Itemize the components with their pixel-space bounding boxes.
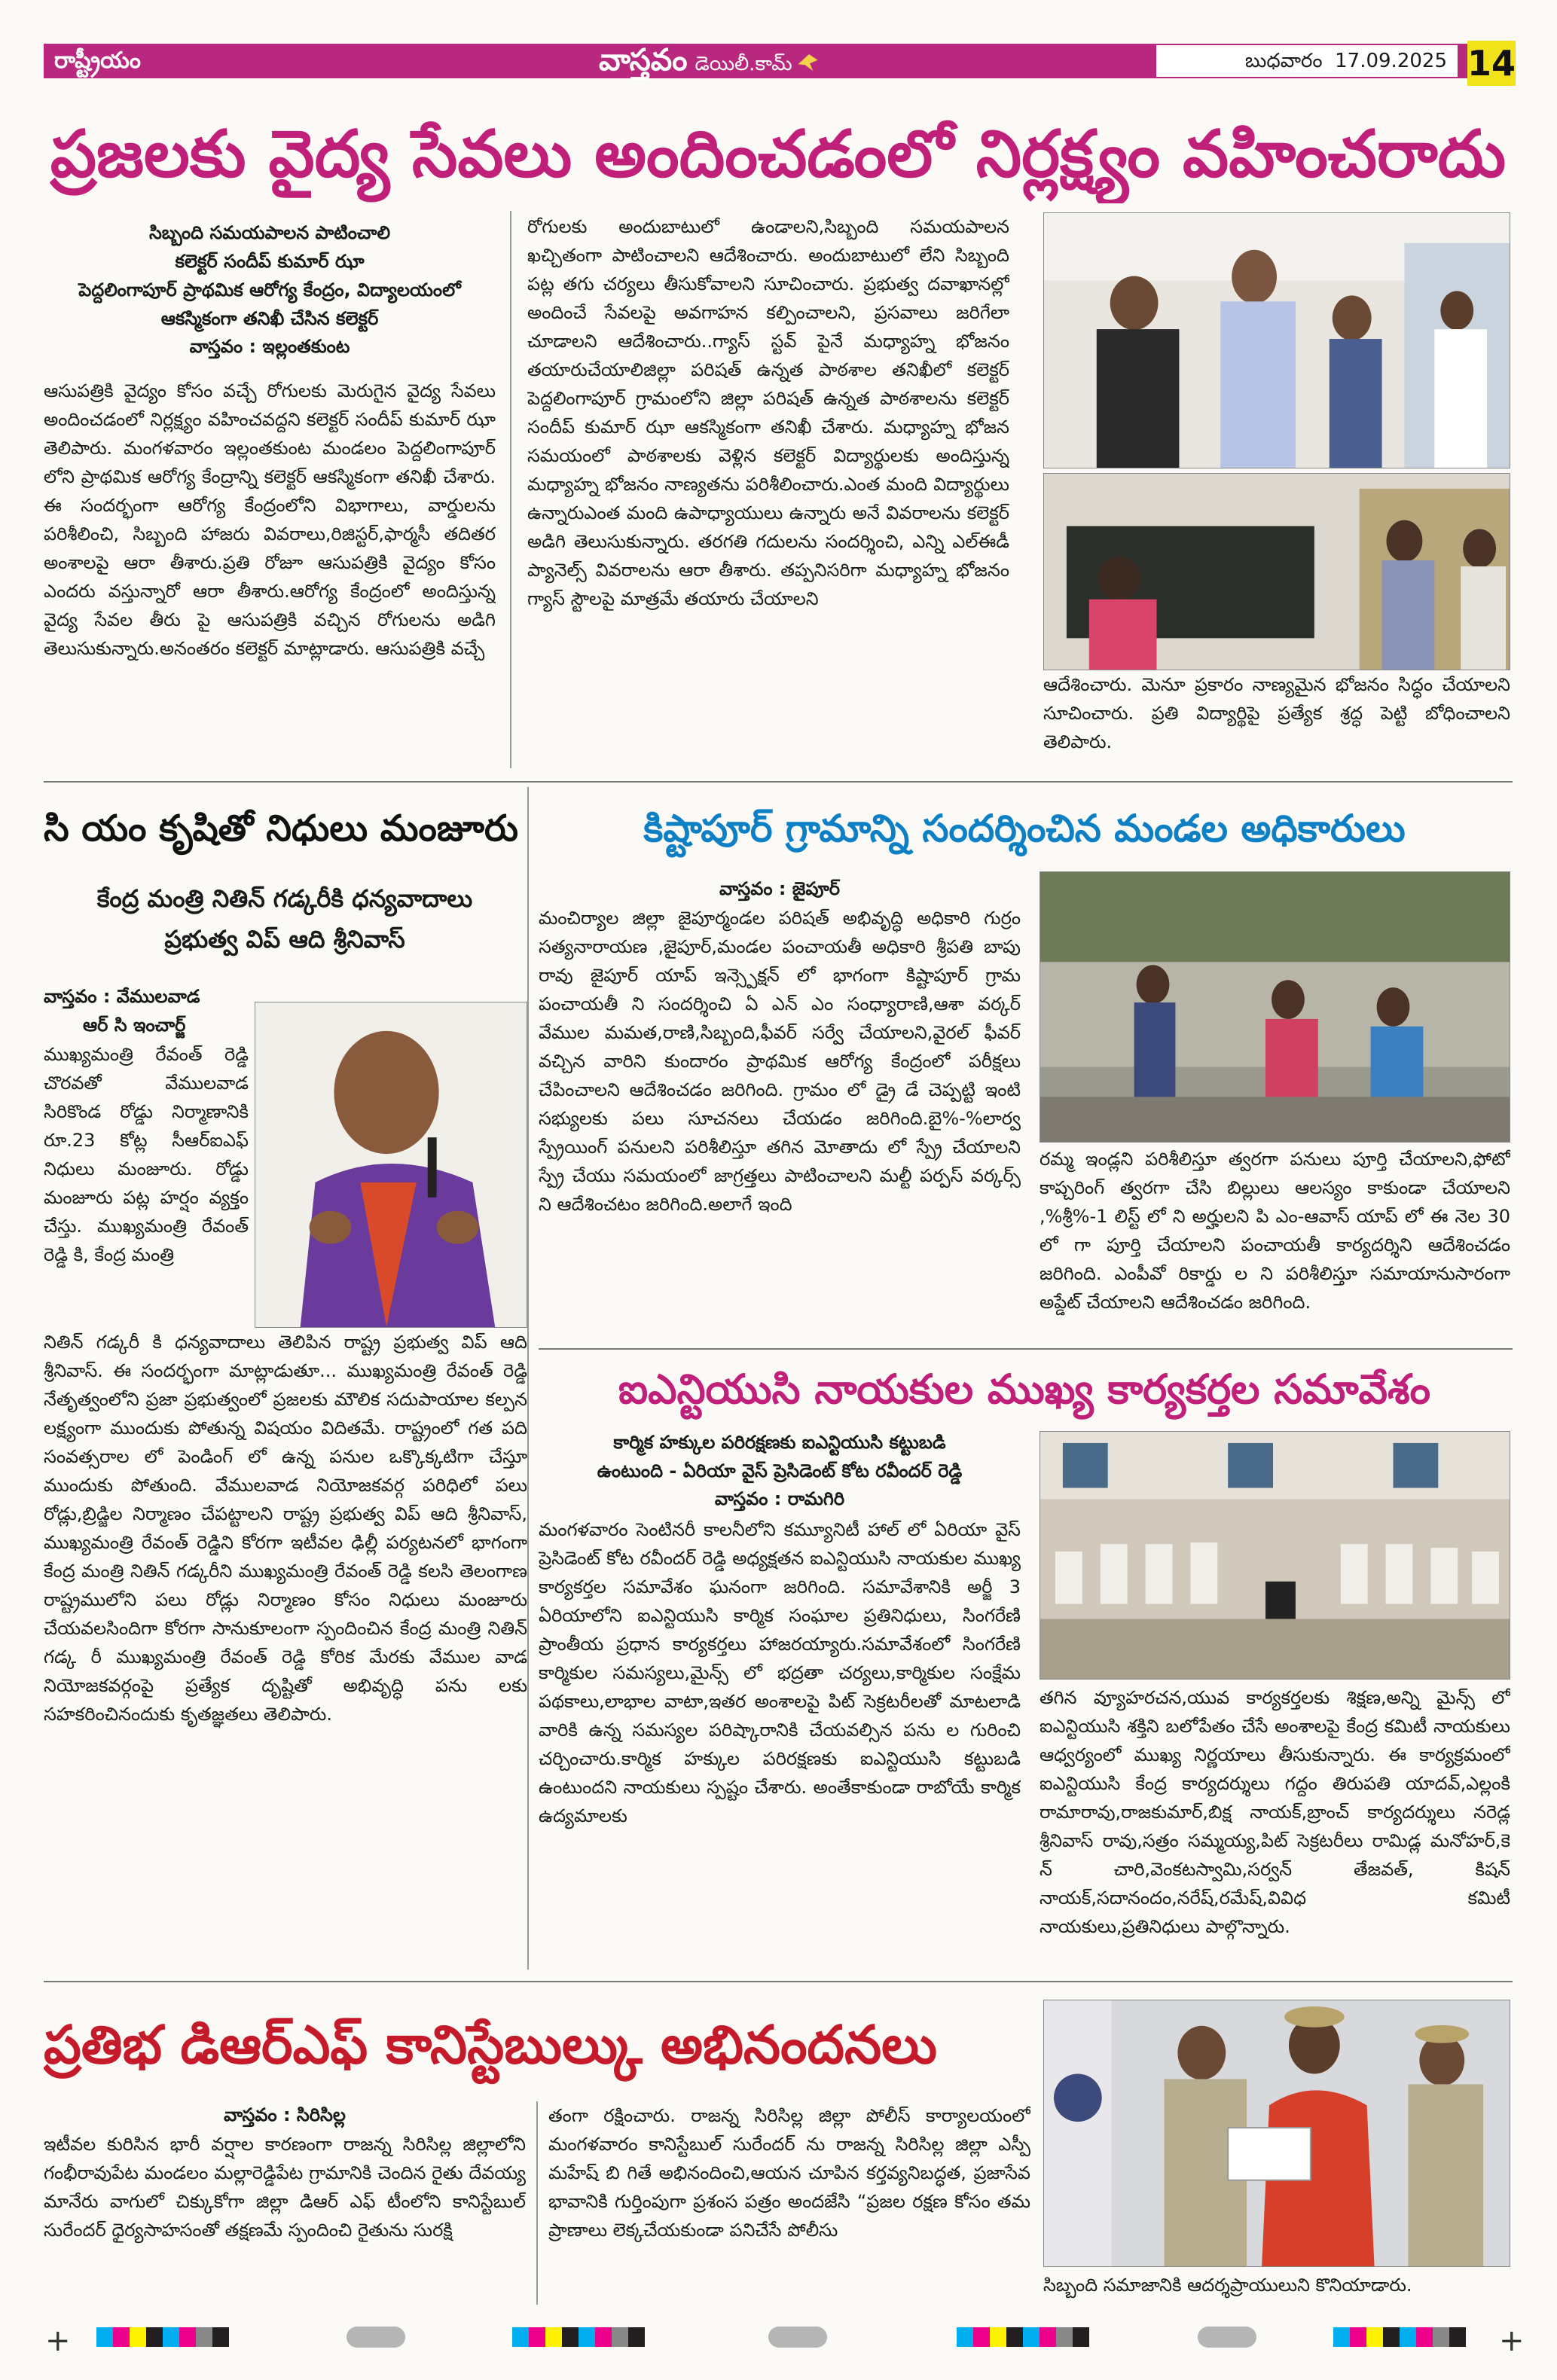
kistapur-caption: రమ్మ ఇండ్లని పరిశీలిస్తూ త్వరగా పనులు పూర్తి చేయాలని,ఫోటో కాప్చరింగ్ త్వరగా చేసి బిల్లులు ఆలస్యం కాకుండా చేయాలని ,%శ్రీ%-1 లిస్ట్ లో ని అర్హులని పి ఎం-ఆవాస్ యాప్ లో ఈ నెల 30 లో గా పూర్తి చేయాలని పంచాయతీ కార్యదర్శిని ఆదేశించడం జరిగింది. ఎంపీవో రికార్డు ల ని పరిశీలిస్తూ సమాయానుసారంగా అప్డేట్ చేయాలని ఆదేశించడం జరిగింది. bbox=[1040, 1149, 1510, 1313]
section-name: రాష్ట్రీయం bbox=[54, 47, 141, 74]
masthead-title: వాస్తవం bbox=[599, 42, 688, 78]
main-subtitle-line: కలెక్టర్ సందీప్ కుమార్ ఝా bbox=[175, 251, 365, 272]
date-label: 17.09.2025 bbox=[1335, 50, 1447, 72]
column-rule bbox=[527, 787, 529, 1970]
intuc-headline: ఐఎన్టియుసి నాయకుల ముఖ్య కార్యకర్తల సమావేశం bbox=[618, 1365, 1431, 1413]
cm-byline: వాస్తవం : వేములవాడ bbox=[44, 986, 200, 1007]
photo-school-inspection bbox=[1043, 473, 1510, 670]
color-bar bbox=[512, 2327, 645, 2347]
registration-pill bbox=[347, 2327, 405, 2348]
cm-body: నితిన్ గడ్కరీ కి ధన్యవాదాలు తెలిపిన రాష్ట్ర ప్రభుత్వ విప్ ఆది శ్రీనివాస్. ఈ సందర్భంగా మాట్లాడుతూ... ముఖ్యమంత్రి రేవంత్ రెడ్డి నేతృత్వంలోని ప్రజా ప్రభుత్వంలో ప్రజలకు మౌలిక సదుపాయాల కల్పన లక్ష్యంగా ముందుకు పోతున్న విషయం విదితమే. రాష్ట్రంలో గత పది సంవత్సరాల లో పెండింగ్ లో ఉన్న పనుల ఒక్కొక్కటిగా చేస్తూ ముందుకు పోతుంది. వేములవాడ నియోజకవర్గ పరిధిలో పలు రోడ్లు,బ్రిడ్జిల నిర్మాణం చేపట్టాలని రాష్ట్ర ప్రభుత్వ విప్ ఆది శ్రీనివాస్, ముఖ్యమంత్రి రేవంత్ రెడ్డిని కోరగా ఇటీవల ఢిల్లీ పర్యటనలో భాగంగా కేంద్ర మంత్రి నితిన్ గడ్కరీని ముఖ్యమంత్రి రేవంత్ రెడ్డి కలసి తెలంగాణ రాష్ట్రములోని పలు రోడ్లు నిర్మాణం కోసం నిధులు మంజూరు చేయవలసిందిగా కోరగా సానుకూలంగా స్పందించిన కేంద్ర మంత్రి నితిన్ గడ్క రీ ముఖ్యమంత్రి రేవంత్ రెడ్డి కోరిక మేరకు వేముల వాడ నియోజకవర్గంపై ప్రత్యేక దృష్టితో అభివృద్ధి పను లకు సహకరించినందుకు కృతజ్ఞతలు తెలిపారు. bbox=[44, 1332, 527, 1725]
cm-byline-2: ఆర్ సి ఇంచార్జ్ bbox=[83, 1015, 186, 1036]
section-rule bbox=[539, 1348, 1513, 1350]
main-byline: వాస్తవం : ఇల్లంతకుంట bbox=[189, 336, 350, 357]
intuc-byline: వాస్తవం : రామగిరి bbox=[714, 1488, 845, 1509]
masthead-url: డెయిలీ.కామ్ bbox=[695, 53, 792, 75]
registration-pill bbox=[1198, 2327, 1256, 2348]
section-rule bbox=[44, 1981, 1513, 1982]
page-number: 14 bbox=[1467, 41, 1516, 86]
photo-kistapur-visit bbox=[1040, 871, 1510, 1143]
kistapur-headline: కిష్టాపూర్ గ్రామాన్ని సందర్శించిన మండల అధికారులు bbox=[643, 807, 1406, 850]
section-rule bbox=[44, 781, 1513, 783]
kistapur-byline: వాస్తవం : జైపూర్ bbox=[719, 878, 840, 899]
pratibha-caption: సిబ్బంది సమాజానికి ఆదర్శప్రాయులుని కొనియాడారు. bbox=[1043, 2275, 1412, 2296]
main-subtitle bbox=[44, 218, 496, 360]
masthead bbox=[599, 39, 818, 81]
color-bar bbox=[957, 2327, 1089, 2347]
main-body-col2: రోగులకు అందుబాటులో ఉండాలని,సిబ్బంది సమయపాలన ఖచ్చితంగా పాటించాలని ఆదేశించారు. అందుబాటులో లేని సిబ్బంది పట్ల తగు చర్యలు తీసుకోవాలని సూచించారు. ప్రభుత్వ దవాఖానల్లో అందించే సేవలపై అవగాహన కల్పించాలని, ప్రసవాలు జరిగేలా చూడాలని ఆదేశించారు..గ్యాస్ స్టవ్ పైనే మధ్యాహ్న భోజనం తయారుచేయాలిజిల్లా పరిషత్ ఉన్నత పాఠశాల తనిఖీలో కలెక్టర్ పెద్దలింగాపూర్ గ్రామంలోని జిల్లా పరిషత్ ఉన్నత పాఠశాలను కలెక్టర్ సందీప్ కుమార్ ఝా ఆకస్మికంగా తనిఖీ చేశారు. మధ్యాహ్న భోజన సమయంలో పాఠశాలకు వెళ్లిన కలెక్టర్ విద్యార్థులకు అందిస్తున్న మధ్యాహ్న భోజనం నాణ్యతను పరిశీలించారు.ఎంత మంది విద్యార్థులు ఉన్నారుఎంత మంది ఉపాధ్యాయులు ఉన్నారు అనే వివరాలను కలెక్టర్ అడిగి తెలుసుకున్నారు. తరగతి గదులను సందర్శించి, ఎన్ని ఎల్ఈడీ ప్యానెల్స్ వివరాలను ఆరా తీశారు. తప్పనిసరిగా మధ్యాహ్న భోజనం గ్యాస్ స్టౌలపై మాత్రమే తయారు చేయాలని bbox=[527, 216, 1009, 609]
cm-body-beside-photo: ముఖ్యమంత్రి రేవంత్ రెడ్డి చొరవతో వేములవాడ సిరికొండ రోడ్డు నిర్మాణానికి రూ.23 కోట్ల సీఆర్ఐఎఫ్ నిధులు మంజూరు. రోడ్డు మంజూరు పట్ల హర్షం వ్యక్తం చేస్తు. ముఖ్యమంత్రి రేవంత్ రెడ్డి కి, కేంద్ర మంత్రి bbox=[44, 1044, 249, 1265]
color-bar bbox=[96, 2327, 229, 2347]
pratibha-byline: వాస్తవం : సిరిసిల్ల bbox=[224, 2104, 346, 2125]
pratibha-body-col1: ఇటీవల కురిసిన భారీ వర్షాల కారణంగా రాజన్న సిరిసిల్ల జిల్లాలోని గంభీరావుపేట మండలం మల్లారెడ్డిపేట గ్రామానికి చెందిన రైతు దేవయ్య మానేరు వాగులో చిక్కుకోగా జిల్లా డిఆర్ ఎఫ్ టీంలోని కానిస్టేబుల్ సురేందర్ ధైర్యసాహసంతో తక్షణమే స్పందించి రైతును సురక్షి bbox=[44, 2134, 526, 2241]
photo-intuc-meeting bbox=[1040, 1431, 1510, 1680]
column-rule bbox=[510, 211, 511, 768]
intuc-subtitle-line: ఉంటుంది - ఏరియా వైస్ ప్రెసిడెంట్ కోట రవీందర్ రెడ్డి bbox=[597, 1460, 963, 1481]
column-rule bbox=[536, 2101, 538, 2305]
intuc-caption: తగిన వ్యూహరచన,యువ కార్యకర్తలకు శిక్షణ,అన్ని మైన్స్ లో ఐఎన్టియుసి శక్తిని బలోపేతం చేసే అంశాలపై కేంద్ర కమిటీ నాయకులు ఆధ్వర్యంలో ముఖ్య నిర్ణయాలు తీసుకున్నారు. ఈ కార్యక్రమంలో ఐఎన్టియుసి కేంద్ర కార్యదర్శులు గద్దం తిరుపతి యాదవ్,ఎల్లంకి రామారావు,రాజకుమార్,బిక్ష నాయక్,బ్రాంచ్ కార్యదర్శులు నరెడ్ల శ్రీనివాస్ రావు,సత్రం సమ్మయ్య,పిట్ సెక్రటరీలు రామిడ్ల మనోహర్,కె న్ చారి,వెంకటస్వామి,సర్వన్ తేజవత్, కిషన్ నాయక్,సదానందం,నరేష్,రమేష్,వివిధ కమిటీ నాయకులు,ప్రతినిధులు పాల్గొన్నారు. bbox=[1040, 1687, 1510, 1937]
registration-pill bbox=[768, 2327, 827, 2348]
photo-aadi-srinivas bbox=[255, 1002, 527, 1328]
registration-mark-icon: + bbox=[1499, 2324, 1525, 2358]
main-subtitle-line: ఆకస్మికంగా తనిఖీ చేసిన కలెక్టర్ bbox=[160, 308, 379, 329]
date-box bbox=[1156, 45, 1458, 77]
kistapur-body: మంచిర్యాల జిల్లా జైపూర్మండల పరిషత్ అభివృద్ధి అధికారి గుర్రం సత్యనారాయణ ,జైపూర్,మండల పంచాయతీ అధికారి శ్రీపతి బాపు రావు జైపూర్ యాప్ ఇన్స్పెక్షన్ లో భాగంగా కిష్టాపూర్ గ్రామ పంచాయతీ ని సందర్శించి ఏ ఎన్ ఎం సంధ్యారాణి,ఆశా వర్కర్ వేముల మమత,రాణి,సిబ్బంది,ఫీవర్ సర్వే చేయాలని,వైరల్ ఫీవర్ వచ్చిన వారిని కుందారం ప్రాథమిక ఆరోగ్య కేంద్రంలో పరీక్షలు చేపించాలని ఆదేశించడం జరిగింది. గ్రామం లో డ్రై డే చెప్పట్టి ఇంటి సభ్యులకు పలు సూచనలు చేయడం జరిగింది.బై%-%లార్వ స్ప్రేయింగ్ పనులని పరిశీలిస్తూ తగిన మోతాదు లో స్ప్రే చేయాలని స్ప్రే చేయు సమయంలో జాగ్రత్తలు పాటించాలని మల్టీ పర్పస్ వర్కర్స్ ని ఆదేశించటం జరిగింది.అలాగే ఇంది bbox=[539, 908, 1021, 1215]
main-body-col1: ఆసుపత్రికి వైద్యం కోసం వచ్చే రోగులకు మెరుగైన వైద్య సేవలు అందించడంలో నిర్లక్ష్యం వహించవద్దని కలెక్టర్ సందీప్ కుమార్ ఝా తెలిపారు. మంగళవారం ఇల్లంతకుంట మండలం పెద్దలింగాపూర్ లోని ప్రాథమిక ఆరోగ్య కేంద్రాన్ని కలెక్టర్ ఆకస్మికంగా తనిఖీ చేశారు. ఈ సందర్భంగా ఆరోగ్య కేంద్రంలోని విభాగాలు, వార్డులను పరిశీలించి, సిబ్బంది హాజరు వివరాలు,రిజిస్టర్,ఫార్మసీ తదితర అంశాలపై ఆరా తీశారు.ప్రతి రోజూ ఆసుపత్రికి వైద్యం కోసం ఎందరు వస్తున్నారో ఆరా తీశారు.ఆరోగ్య కేంద్రంలో అందిస్తున్న వైద్య సేవల తీరు పై ఆసుపత్రికి వచ్చిన రోగులను అడిగి తెలుసుకున్నారు.అనంతరం కలెక్టర్ మాట్లాడారు. ఆసుపత్రికి వచ్చే bbox=[44, 380, 496, 659]
pratibha-body-col2: తంగా రక్షించారు. రాజన్న సిరిసిల్ల జిల్లా పోలీస్ కార్యాలయంలో మంగళవారం కానిస్టేబుల్ సురేందర్ ను రాజన్న సిరిసిల్ల జిల్లా ఎస్పీ మహేష్ బి గితే అభినందించి,ఆయన చూపిన కర్తవ్యనిబద్ధత, ప్రజాసేవ భావానికి గుర్తింపుగా ప్రశంస పత్రం అందజేసి “ప్రజల రక్షణ కోసం తమ ప్రాణాలు లెక్కచేయకుండా పనిచేసే పోలీసు bbox=[548, 2105, 1030, 2241]
main-subtitle-line: పెద్దలింగాపూర్ ప్రాథమిక ఆరోగ్య కేంద్రం, విద్యాలయంలో bbox=[78, 279, 461, 301]
intuc-body: మంగళవారం సెంటినరీ కాలనీలోని కమ్యూనిటీ హాల్ లో ఏరియా వైస్ ప్రెసిడెంట్ కోట రవీందర్ రెడ్డి అధ్యక్షతన ఐఎన్టియుసి నాయకుల ముఖ్య కార్యకర్తల సమావేశం ఘనంగా జరిగింది. సమావేశానికి అర్జీ 3 ఏరియాలోని ఐఎన్టియుసి కార్మిక సంఘాల ప్రతినిధులు, సింగరేణి ప్రాంతీయ ప్రధాన కార్యకర్తలు హాజరయ్యారు.సమావేశంలో సింగరేణి కార్మికుల సమస్యలు,మైన్స్ లో భద్రతా చర్యలు,కార్మికుల సంక్షేమ పథకాలు,లాభాల వాటా,ఇతర అంశాలపై పిట్ సెక్రటరీలతో మాటలాడి వారికి ఉన్న సమస్యల పరిష్కారానికి చేయవల్సిన పను ల గురించి చర్చించారు.కార్మిక హక్కుల పరిరక్షణకు ఐఎన్టియుసి కట్టుబడి ఉంటుందని నాయకులు స్పష్టం చేశారు. అంతేకాకుండా రాబోయే కార్మిక ఉద్యమాలకు bbox=[539, 1519, 1021, 1826]
registration-mark-icon: + bbox=[45, 2324, 71, 2358]
intuc-subtitle-line: కార్మిక హక్కుల పరిరక్షణకు ఐఎన్టియుసి కట్టుబడి bbox=[613, 1432, 946, 1453]
pratibha-headline: ప్రతిభ డిఆర్ఎఫ్ కానిస్టేబుల్కు అభినందనలు bbox=[44, 2014, 937, 2076]
cm-subtitle-line: ప్రభుత్వ విప్ ఆది శ్రీనివాస్ bbox=[164, 925, 405, 954]
color-bar bbox=[1333, 2327, 1466, 2347]
cm-subtitle-line: కేంద్ర మంత్రి నితిన్ గడ్కరీకి ధన్యవాదాలు bbox=[96, 884, 473, 913]
photo-constable-award bbox=[1043, 2000, 1510, 2267]
main-subtitle-line: సిబ్బంది సమయపాలన పాటించాలి bbox=[148, 222, 391, 243]
cm-headline: సి యం కృషితో నిధులు మంజూరు bbox=[44, 807, 519, 850]
main-headline: ప్రజలకు వైద్య సేవలు అందించడంలో నిర్లక్ష్యం వహించరాదు bbox=[50, 117, 1507, 192]
main-caption: ఆదేశించారు. మెనూ ప్రకారం నాణ్యమైన భోజనం సిద్ధం చేయాలని సూచించారు. ప్రతి విద్యార్థిపై ప్రత్యేక శ్రద్ధ పెట్టి బోధించాలని తెలిపారు. bbox=[1043, 674, 1510, 752]
day-label: బుధవారం bbox=[1244, 50, 1323, 72]
bird-logo-icon bbox=[798, 54, 818, 71]
photo-hospital-inspection bbox=[1043, 212, 1510, 468]
